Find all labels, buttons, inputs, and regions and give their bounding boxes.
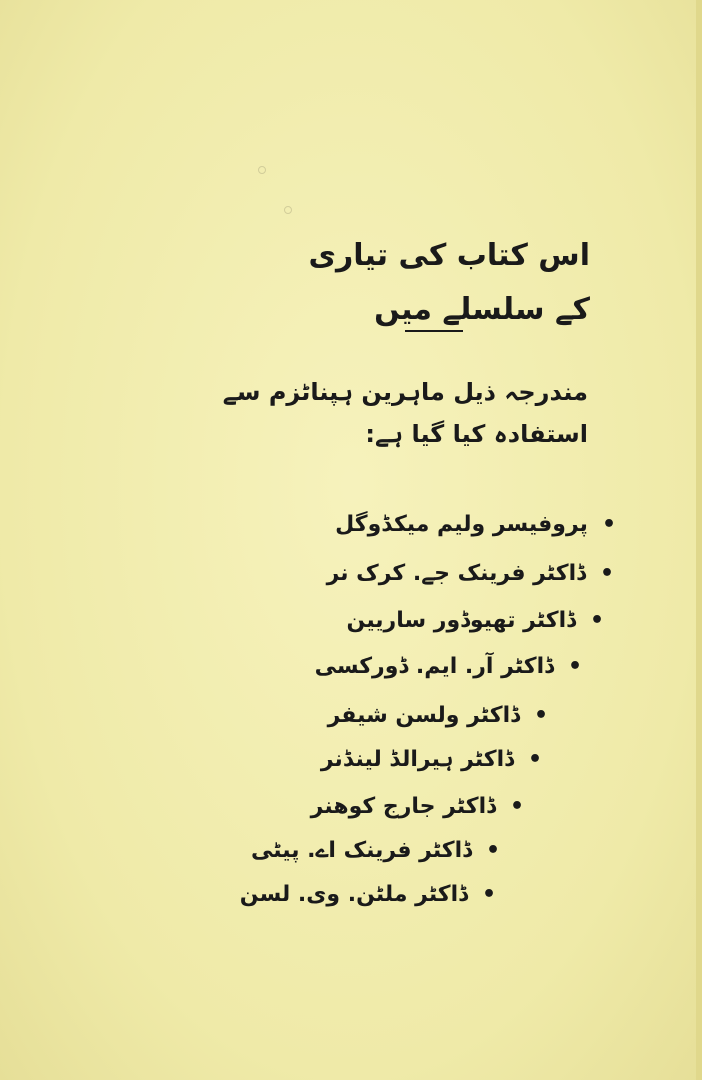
heading-underline [405, 330, 463, 332]
list-item [311, 794, 524, 819]
list-item [327, 561, 614, 586]
heading-line-2: کے سلسلے میں [374, 292, 590, 327]
intro-line-2: استفادہ کیا گیا ہے: [365, 420, 588, 448]
bullet: • [589, 607, 604, 633]
heading-line-1: اس کتاب کی تیاری [308, 238, 590, 273]
expert-name: ڈاکٹر تھیوڈور ساریین [346, 608, 576, 633]
bullet: • [533, 702, 548, 728]
list-item [328, 703, 548, 728]
list-item [251, 838, 500, 863]
expert-name: ڈاکٹر آر. ایم. ڈورکسی [314, 654, 554, 679]
bullet: • [527, 746, 542, 772]
intro-line-1: مندرجہ ذیل ماہرین ہپناٹزم سے [222, 378, 588, 406]
list-item [347, 608, 604, 633]
list-item [335, 512, 616, 537]
bullet: • [485, 837, 500, 863]
page-edge [696, 0, 702, 1080]
bullet: • [481, 881, 496, 907]
expert-name: ڈاکٹر ملٹن. وی. لسن [239, 882, 468, 907]
list-item [240, 882, 496, 907]
expert-name: ڈاکٹر ولسن شیفر [327, 703, 520, 728]
bullet: • [567, 653, 582, 679]
list-item [321, 747, 542, 772]
expert-name: پروفیسر ولیم میکڈوگل [335, 512, 588, 537]
bullet: • [601, 511, 616, 537]
expert-name: ڈاکٹر جارج کوھنر [310, 794, 496, 819]
expert-name: ڈاکٹر ہیرالڈ لینڈنر [320, 747, 514, 772]
paper-speck [258, 166, 266, 174]
paper-speck [284, 206, 292, 214]
list-item [315, 654, 582, 679]
bullet: • [509, 793, 524, 819]
bullet: • [599, 560, 614, 586]
expert-name: ڈاکٹر فرینک جے. کرک نر [326, 561, 586, 586]
expert-name: ڈاکٹر فرینک اے. پیٹی [251, 838, 472, 863]
